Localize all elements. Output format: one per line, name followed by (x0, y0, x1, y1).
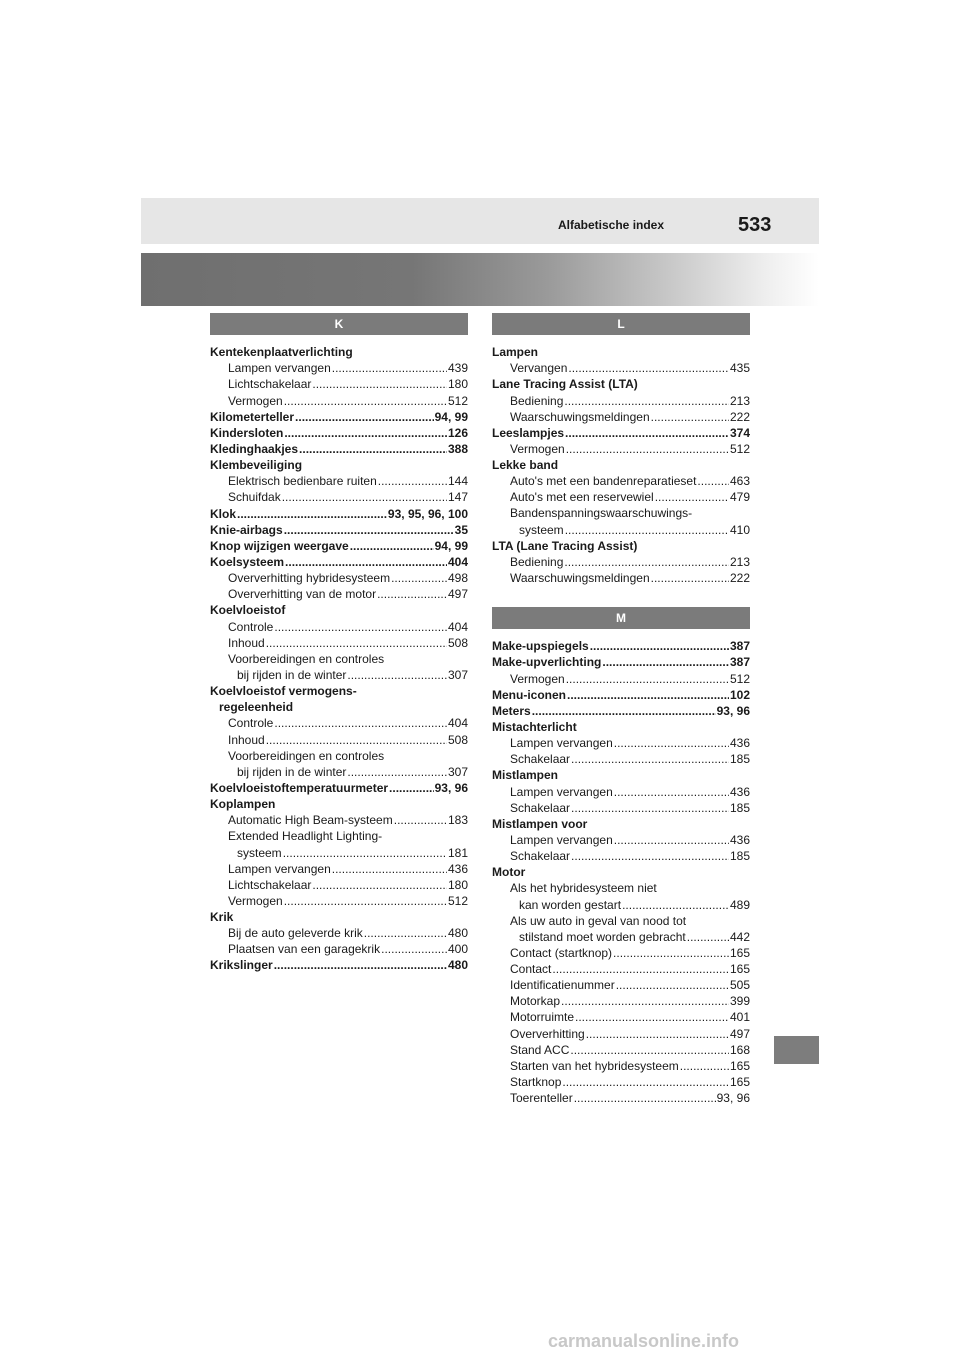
index-entry-page: 436 (729, 736, 750, 751)
index-entry-label: Inhoud (228, 635, 265, 650)
dot-leader (570, 1042, 729, 1058)
index-entry-page: 180 (447, 877, 468, 892)
index-entry-label: Lichtschakelaar (228, 877, 312, 892)
dot-leader (282, 489, 447, 505)
index-entry (492, 570, 750, 586)
index-entry-label: Vermogen (228, 893, 283, 908)
dot-leader (564, 393, 729, 409)
index-entry-heading: Koelvloeistof (210, 603, 286, 618)
index-entry-label: Lampen vervangen (228, 861, 331, 876)
index-entry (492, 703, 750, 719)
dot-leader (552, 961, 729, 977)
index-entry-page: 442 (729, 929, 750, 944)
index-list-l (492, 344, 750, 586)
dot-leader (284, 393, 447, 409)
index-entry-label: Controle (228, 619, 274, 634)
index-entry-page: 168 (729, 1042, 750, 1057)
index-entry-page: 185 (729, 849, 750, 864)
watermark: carmanualsonline.info (548, 1331, 740, 1351)
index-entry-page: 180 (447, 377, 468, 392)
index-column-right (492, 313, 750, 1106)
index-entry-page: 463 (729, 474, 750, 489)
index-entry-page: 94, 99 (434, 538, 468, 553)
index-entry (492, 1009, 750, 1025)
index-entry (210, 554, 468, 570)
index-entry-label: Starten van het hybridesysteem (510, 1058, 679, 1073)
index-entry (492, 735, 750, 751)
index-entry (210, 392, 468, 408)
index-entry (210, 731, 468, 747)
index-entry-label: Vermogen (510, 671, 565, 686)
dot-leader (590, 638, 729, 654)
index-entry-label: bij rijden in de winter (237, 667, 347, 682)
index-entry-label: Kilometerteller (210, 409, 295, 424)
index-entry (210, 941, 468, 957)
index-entry (492, 554, 750, 570)
index-entry-page: 222 (729, 571, 750, 586)
index-entry-page: 165 (729, 1058, 750, 1073)
index-entry-heading: Krik (210, 909, 234, 924)
dot-leader (614, 832, 729, 848)
index-entry (492, 1090, 750, 1106)
index-entry-label: Make-upverlichting (492, 655, 602, 670)
index-entry (492, 1025, 750, 1041)
index-entry-label: Automatic High Beam-systeem (228, 813, 393, 828)
index-entry-label: Bij de auto geleverde krik (228, 926, 363, 941)
index-entry-label: Vervangen (510, 361, 568, 376)
dot-leader (613, 945, 729, 961)
index-entry-label: Schakelaar (510, 800, 571, 815)
index-entry-heading: regeleenheid (219, 700, 294, 715)
dot-leader (332, 861, 447, 877)
index-entry-label: Inhoud (228, 732, 265, 747)
index-entry-label: systeem (519, 522, 564, 537)
dot-leader (532, 703, 716, 719)
index-entry-heading: Mistachterlicht (492, 719, 577, 734)
dot-leader (566, 441, 729, 457)
page-header-bar (141, 198, 819, 244)
index-entry-page: 404 (447, 716, 468, 731)
dot-leader (616, 977, 729, 993)
index-entry-label: Lampen vervangen (510, 784, 613, 799)
index-entry-page: 480 (447, 926, 468, 941)
index-entry-page: 436 (447, 861, 468, 876)
index-entry (492, 654, 750, 670)
index-list-k (210, 344, 468, 973)
index-entry (210, 570, 468, 586)
dot-leader (312, 877, 447, 893)
index-entry-page: 307 (447, 764, 468, 779)
page-number: 533 (738, 214, 772, 236)
index-entry-label: Oververhitting van de motor (228, 587, 377, 602)
index-entry-label: Knie-airbags (210, 522, 283, 537)
index-entry-label: Lampen vervangen (510, 736, 613, 751)
dot-leader (394, 812, 447, 828)
dot-leader (283, 845, 447, 861)
index-entry-label: Klok (210, 506, 237, 521)
dot-leader (284, 425, 447, 441)
index-entry (492, 751, 750, 767)
index-entry-label: Kindersloten (210, 425, 284, 440)
index-entry-label: Lichtschakelaar (228, 377, 312, 392)
dot-leader (347, 764, 447, 780)
index-entry-label: Oververhitting hybridesysteem (228, 571, 391, 586)
index-entry-page: 508 (447, 635, 468, 650)
index-entry-label: systeem (237, 845, 282, 860)
index-entry (492, 848, 750, 864)
index-entry (210, 522, 468, 538)
index-entry-page: 183 (447, 813, 468, 828)
chapter-side-tab (774, 1036, 819, 1064)
dot-leader (586, 1026, 729, 1042)
index-entry-page: 512 (729, 441, 750, 456)
index-entry (210, 441, 468, 457)
dot-leader (284, 893, 447, 909)
index-entry (210, 861, 468, 877)
index-entry (210, 844, 468, 860)
index-entry-label: kan worden gestart (519, 897, 622, 912)
dot-leader (266, 635, 447, 651)
index-entry-page: 165 (729, 962, 750, 977)
index-entry-page: 165 (729, 945, 750, 960)
index-entry-page: 401 (729, 1010, 750, 1025)
index-entry-page: 436 (729, 784, 750, 799)
index-entry (210, 780, 468, 796)
index-entry-label: Koelvloeistoftemperatuurmeter (210, 780, 389, 795)
index-entry-label: Stand ACC (510, 1042, 570, 1057)
index-entry-page: 94, 99 (434, 409, 468, 424)
dot-leader (567, 687, 729, 703)
index-entry (492, 929, 750, 945)
index-entry (210, 635, 468, 651)
index-entry-page: 102 (729, 687, 750, 702)
index-entry-heading: Lekke band (492, 457, 559, 472)
index-list-m (492, 638, 750, 1106)
index-entry-page: 497 (729, 1026, 750, 1041)
index-entry-heading: Als het hybridesysteem niet (510, 881, 657, 896)
index-entry-page: 93, 96 (716, 703, 750, 718)
decorative-gradient-band (141, 253, 819, 306)
index-entry (210, 764, 468, 780)
index-entry-page: 185 (729, 800, 750, 815)
index-entry-page: 497 (447, 587, 468, 602)
index-entry (492, 489, 750, 505)
index-entry (492, 522, 750, 538)
index-entry-heading: Mistlampen (492, 768, 559, 783)
index-entry (210, 667, 468, 683)
dot-leader (651, 570, 729, 586)
index-entry-page: 436 (729, 832, 750, 847)
index-entry-label: Kledinghaakjes (210, 441, 299, 456)
index-entry (210, 473, 468, 489)
index-entry-page: 399 (729, 994, 750, 1009)
index-entry-label: Bediening (510, 393, 564, 408)
dot-leader (350, 538, 434, 554)
index-entry-label: Schakelaar (510, 849, 571, 864)
index-entry-page: 404 (447, 619, 468, 634)
dot-leader (274, 619, 447, 635)
index-entry (210, 877, 468, 893)
index-entry (210, 618, 468, 634)
index-entry-label: Waarschuwingsmeldingen (510, 409, 650, 424)
index-entry (492, 977, 750, 993)
index-entry (492, 441, 750, 457)
index-entry-page: 213 (729, 393, 750, 408)
index-entry (492, 783, 750, 799)
index-entry-page: 181 (447, 845, 468, 860)
dot-leader (266, 732, 447, 748)
index-entry-page: 387 (729, 655, 750, 670)
index-entry-label: Auto's met een reservewiel (510, 490, 654, 505)
dot-leader (564, 554, 729, 570)
index-entry-label: Krikslinger (210, 958, 273, 973)
index-entry-label: Startknop (510, 1075, 562, 1090)
dot-leader (571, 800, 729, 816)
dot-leader (562, 1074, 729, 1090)
index-entry-heading: Bandenspanningswaarschuwings- (510, 506, 693, 521)
dot-leader (381, 941, 447, 957)
index-entry (492, 473, 750, 489)
index-entry-label: Lampen vervangen (510, 832, 613, 847)
index-entry-label: bij rijden in de winter (237, 764, 347, 779)
index-entry-page: 307 (447, 667, 468, 682)
index-entry-page: 489 (729, 897, 750, 912)
dot-leader (571, 848, 729, 864)
dot-leader (602, 654, 729, 670)
index-entry-page: 400 (447, 942, 468, 957)
index-entry-label: Menu-iconen (492, 687, 566, 702)
index-entry-label: Contact (510, 962, 552, 977)
dot-leader (274, 957, 447, 973)
index-entry-label: Leeslampjes (492, 425, 565, 440)
section-header-k: K (210, 313, 468, 335)
index-entry (492, 425, 750, 441)
index-entry-heading: Mistlampen voor (492, 816, 588, 831)
index-entry-page: 222 (729, 409, 750, 424)
index-entry-heading: Klembeveiliging (210, 457, 303, 472)
dot-leader (571, 751, 729, 767)
dot-leader (378, 473, 447, 489)
dot-leader (687, 929, 729, 945)
index-entry (210, 812, 468, 828)
index-entry-page: 144 (447, 474, 468, 489)
index-entry (210, 925, 468, 941)
index-entry (210, 586, 468, 602)
index-entry-label: Identificatienummer (510, 978, 615, 993)
dot-leader (651, 409, 729, 425)
index-entry (210, 538, 468, 554)
index-entry-heading: LTA (Lane Tracing Assist) (492, 538, 638, 553)
index-entry-page: 165 (729, 1075, 750, 1090)
index-entry (210, 489, 468, 505)
dot-leader (574, 1090, 716, 1106)
dot-leader (565, 425, 729, 441)
index-entry-page: 505 (729, 978, 750, 993)
dot-leader (237, 506, 387, 522)
index-entry (492, 670, 750, 686)
dot-leader (284, 522, 454, 538)
index-entry (210, 376, 468, 392)
index-entry-heading: Lane Tracing Assist (LTA) (492, 377, 638, 392)
index-entry-heading: Koplampen (210, 796, 276, 811)
index-entry-label: Controle (228, 716, 274, 731)
index-entry-heading: Extended Headlight Lighting- (228, 829, 383, 844)
index-entry-label: Bediening (510, 554, 564, 569)
index-entry (210, 893, 468, 909)
index-entry (492, 896, 750, 912)
index-entry-label: Toerenteller (510, 1091, 573, 1106)
index-entry-label: Plaatsen van een garagekrik (228, 942, 381, 957)
index-entry-label: Vermogen (510, 441, 565, 456)
index-entry (210, 360, 468, 376)
index-entry-page: 185 (729, 752, 750, 767)
dot-leader (332, 360, 447, 376)
dot-leader (274, 715, 447, 731)
index-entry-page: 93, 95, 96, 100 (387, 506, 468, 521)
index-entry-page: 498 (447, 571, 468, 586)
index-entry-label: Auto's met een bandenreparatieset (510, 474, 697, 489)
dot-leader (295, 409, 434, 425)
index-entry (492, 409, 750, 425)
dot-leader (299, 441, 447, 457)
index-entry (492, 392, 750, 408)
index-entry-page: 147 (447, 490, 468, 505)
index-entry (492, 1058, 750, 1074)
index-entry-page: 508 (447, 732, 468, 747)
dot-leader (561, 993, 729, 1009)
index-entry-page: 479 (729, 490, 750, 505)
dot-leader (364, 925, 447, 941)
index-entry-label: Contact (startknop) (510, 945, 613, 960)
index-entry (492, 832, 750, 848)
index-entry (492, 360, 750, 376)
dot-leader (622, 897, 729, 913)
index-entry-page: 93, 96 (434, 780, 468, 795)
index-entry (492, 800, 750, 816)
index-entry-label: Knop wijzigen weergave (210, 538, 349, 553)
index-entry (492, 1074, 750, 1090)
index-entry (492, 638, 750, 654)
index-entry-label: Motorruimte (510, 1010, 575, 1025)
dot-leader (697, 473, 729, 489)
index-entry (210, 715, 468, 731)
index-entry-page: 213 (729, 554, 750, 569)
dot-leader (377, 586, 447, 602)
dot-leader (568, 360, 729, 376)
index-entry-page: 387 (729, 639, 750, 654)
index-entry-page: 388 (447, 441, 468, 456)
dot-leader (391, 570, 447, 586)
index-entry-label: Schakelaar (510, 752, 571, 767)
index-entry (492, 687, 750, 703)
section-header-m: M (492, 607, 750, 629)
dot-leader (566, 671, 729, 687)
dot-leader (614, 735, 729, 751)
index-entry (210, 957, 468, 973)
dot-leader (389, 780, 434, 796)
index-entry-page: 35 (454, 522, 468, 537)
dot-leader (614, 784, 729, 800)
page-title: Alfabetische index (558, 218, 665, 232)
dot-leader (347, 667, 447, 683)
index-entry (210, 505, 468, 521)
dot-leader (565, 522, 729, 538)
index-entry-page: 512 (729, 671, 750, 686)
index-entry-page: 410 (729, 522, 750, 537)
dot-leader (312, 376, 447, 392)
index-entry-label: stilstand moet worden gebracht (519, 929, 686, 944)
index-entry (210, 425, 468, 441)
index-entry-heading: Voorbereidingen en controles (228, 748, 385, 763)
index-entry-heading: Als uw auto in geval van nood tot (510, 913, 687, 928)
index-entry-heading: Koelvloeistof vermogens- (210, 683, 357, 698)
index-entry-label: Oververhitting (510, 1026, 585, 1041)
dot-leader (655, 489, 729, 505)
index-column-left (210, 313, 468, 973)
index-entry (492, 945, 750, 961)
index-entry-label: Meters (492, 703, 531, 718)
index-entry-page: 93, 96 (716, 1091, 750, 1106)
index-entry (492, 1042, 750, 1058)
index-entry-page: 512 (447, 893, 468, 908)
index-entry-label: Make-upspiegels (492, 639, 589, 654)
index-entry-page: 439 (447, 361, 468, 376)
section-header-l: L (492, 313, 750, 335)
dot-leader (680, 1058, 729, 1074)
index-entry-label: Koelsysteem (210, 554, 285, 569)
index-entry-page: 404 (447, 554, 468, 569)
index-entry (210, 409, 468, 425)
index-entry-label: Schuifdak (228, 490, 281, 505)
dot-leader (575, 1009, 729, 1025)
index-entry-label: Lampen vervangen (228, 361, 331, 376)
index-entry-heading: Voorbereidingen en controles (228, 651, 385, 666)
index-entry-page: 512 (447, 393, 468, 408)
index-entry-heading: Kentekenplaatverlichting (210, 345, 353, 359)
index-entry-page: 435 (729, 361, 750, 376)
index-entry-heading: Lampen (492, 345, 539, 359)
index-entry-page: 480 (447, 958, 468, 973)
index-entry-page: 126 (447, 425, 468, 440)
index-entry-label: Waarschuwingsmeldingen (510, 571, 650, 586)
index-entry-label: Elektrisch bedienbare ruiten (228, 474, 377, 489)
index-entry (492, 961, 750, 977)
dot-leader (285, 554, 447, 570)
index-entry-label: Vermogen (228, 393, 283, 408)
index-entry-heading: Motor (492, 865, 526, 880)
index-entry-label: Motorkap (510, 994, 561, 1009)
index-entry-page: 374 (729, 425, 750, 440)
index-entry (492, 993, 750, 1009)
